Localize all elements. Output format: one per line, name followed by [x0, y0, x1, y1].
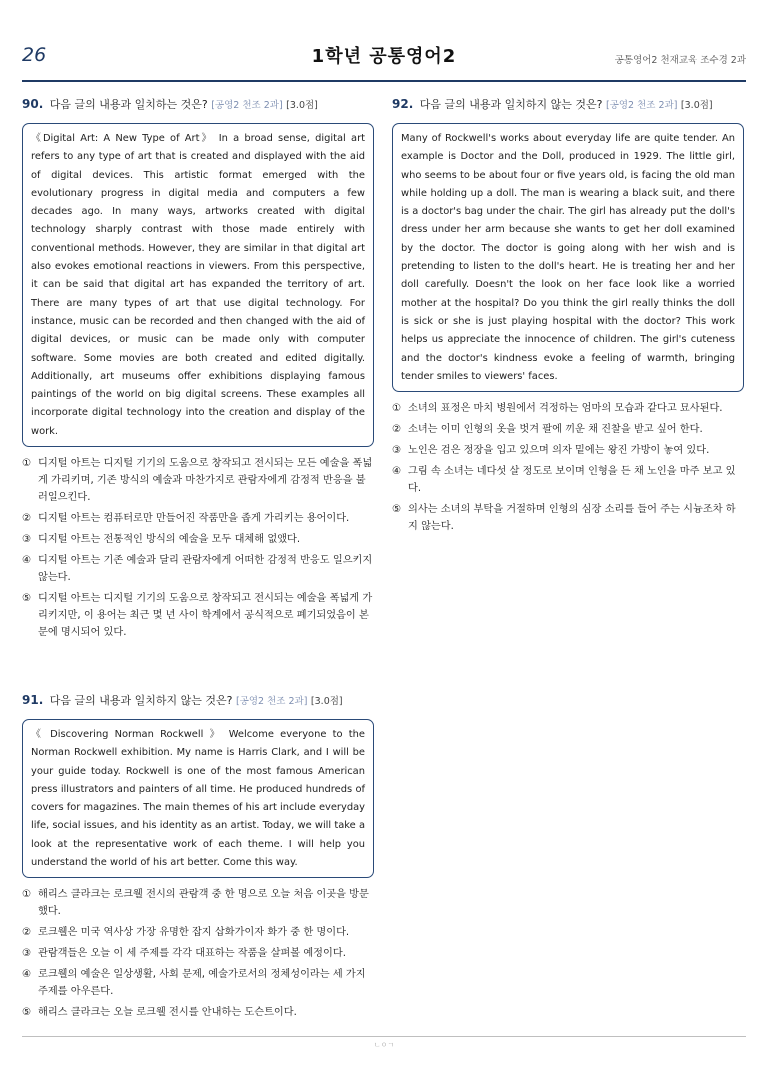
answer-option[interactable]: ① 해리스 클라크는 로크웰 전시의 관람객 중 한 명으로 오늘 처음 이곳을 방문했다. [22, 889, 369, 918]
answer-option[interactable]: ② 소녀는 이미 인형의 옷을 벗겨 팔에 끼운 채 진찰을 받고 싶어 한다. [392, 424, 703, 436]
question-points: [3.0점] [286, 100, 318, 111]
passage-box: Many of Rockwell's works about everyday life are quite tender. An example is Doctor and the Doll, produced in 1929. The little girl, who seems to be about four or five years old, is facing the old man while holding up a doll. The man is wearing a black suit, and there is a doctor's bag under the chair. The girl has already put the doll's dress under her arm because she wants to get her doll examined by the doctor. The doctor is going along with her wish and is pretending to listen to the doll's heart. He is treating her and her doll carefully. Doesn't the look on her face look like a worried mother at the hospital? Do you think the girl really thinks the doll is sick or she is just playing hospital with the doctor? This work helps us appreciate the innocence of children. The girl's cuteness and the doctor's kindness evoke a feeling of warmth, bringing tender smiles to viewers' faces. [392, 123, 744, 392]
question-points: [3.0점] [680, 100, 713, 111]
question-header [22, 692, 374, 710]
answer-options [22, 455, 374, 641]
answer-option[interactable]: ① 디지털 아트는 디지털 기기의 도움으로 창작되고 전시되는 모든 예술을 폭넓게 가리키며, 기존 방식의 예술과 마찬가지로 관람자에게 감정적 반응을 불러일으킨다. [22, 458, 373, 504]
question-number: 92. [392, 97, 414, 111]
question-header [392, 96, 744, 114]
answer-option[interactable]: ④ 디지털 아트는 기존 예술과 달리 관람자에게 어떠한 감정적 반응도 일으키지 않는다. [22, 555, 373, 584]
answer-options [22, 886, 374, 1021]
page-number: 26 [22, 44, 47, 66]
answer-option[interactable]: ② 로크웰은 미국 역사상 가장 유명한 잡지 삽화가이자 화가 중 한 명이다. [22, 927, 350, 939]
answer-option[interactable]: ⑤ 디지털 아트는 디지털 기기의 도움으로 창작되고 전시되는 예술을 폭넓게 가리키지만, 이 용어는 최근 몇 년 사이 학계에서 공식적으로 폐기되었음이 본문에 명시되어 있다. [22, 593, 373, 639]
header-rule [22, 80, 746, 82]
question-source: [공영2 천조 2과] [235, 696, 308, 707]
answer-option[interactable]: ③ 디지털 아트는 전통적인 방식의 예술을 모두 대체해 없앴다. [22, 534, 301, 546]
footer-rule [22, 1036, 746, 1037]
answer-option[interactable]: ⑤ 의사는 소녀의 부탁을 거절하며 인형의 심장 소리를 들어 주는 시늉조차 하지 않는다. [392, 504, 736, 533]
footer-text: ㄴㅇㄱ [373, 1041, 395, 1049]
answer-options [392, 400, 744, 535]
question-90 [22, 96, 374, 645]
page-subtitle: 공통영어2 천재교육 조수경 2과 [614, 55, 746, 66]
page-title: 1학년 공통영어2 [311, 46, 457, 67]
answer-option[interactable]: ④ 로크웰의 예술은 일상생활, 사회 문제, 예술가로서의 정체성이라는 세 가지 주제를 아우른다. [22, 969, 366, 998]
answer-option[interactable]: ③ 노인은 검은 정장을 입고 있으며 의자 밑에는 왕진 가방이 놓여 있다. [392, 445, 710, 457]
question-header [22, 96, 374, 114]
answer-option[interactable]: ⑤ 해리스 클라크는 오늘 로크웰 전시를 안내하는 도슨트이다. [22, 1007, 297, 1019]
answer-option[interactable]: ② 디지털 아트는 컴퓨터로만 만들어진 작품만을 좁게 가리키는 용어이다. [22, 513, 350, 525]
question-prompt: 다음 글의 내용과 일치하지 않는 것은? [49, 694, 233, 707]
question-92 [392, 96, 744, 539]
question-prompt: 다음 글의 내용과 일치하지 않는 것은? [419, 98, 603, 111]
passage-box: 《Digital Art: A New Type of Art》 In a broad sense, digital art refers to any type of art that is created and displayed with the aid of digital devices. This artistic format emerged with the evolutionary progress in digital media and computers a few decades ago. In many ways, artworks created with digital technology sharply contrast with those made entirely with conventional methods. However, they are similar in that digital art also evokes emotional reactions in viewers. From this perspective, it can be said that digital art has expanded the territory of art. There are many types of art that use digital technology. For instance, music can be recorded and then changed with the aid of digital devices, or music can be made only with computer software. Some movies are both created and edited digitally. Additionally, art museums offer exhibitions displaying famous paintings of the world on big digital screens. These examples all incorporate digital technology into the creation and display of the work. [22, 123, 374, 447]
answer-option[interactable]: ① 소녀의 표정은 마치 병원에서 걱정하는 엄마의 모습과 같다고 묘사된다. [392, 403, 723, 415]
answer-option[interactable]: ④ 그림 속 소녀는 네다섯 살 정도로 보이며 인형을 든 채 노인을 마주 보고 있다. [392, 466, 736, 495]
answer-option[interactable]: ③ 관람객들은 오늘 이 세 주제를 각각 대표하는 작품을 살펴볼 예정이다. [22, 948, 346, 960]
question-91 [22, 692, 374, 1025]
question-source: [공영2 천조 2과] [605, 100, 678, 111]
question-points: [3.0점] [310, 696, 343, 707]
question-number: 91. [22, 693, 44, 707]
question-prompt: 다음 글의 내용과 일치하는 것은? [49, 98, 208, 111]
question-source: [공영2 천조 2과] [211, 100, 283, 111]
passage-box: 《 Discovering Norman Rockwell 》 Welcome everyone to the Norman Rockwell exhibition. My name is Harris Clark, and I will be your guide today. Rockwell is one of the most famous American press illustrators and painters of all time. He produced hundreds of covers for magazines. The main themes of his art include everyday life, social issues, and his identity as an artist. Today, we will take a look at the representative work of each theme. I will help you understand the world of his art better. Come this way. [22, 719, 374, 878]
question-number: 90. [22, 97, 44, 111]
